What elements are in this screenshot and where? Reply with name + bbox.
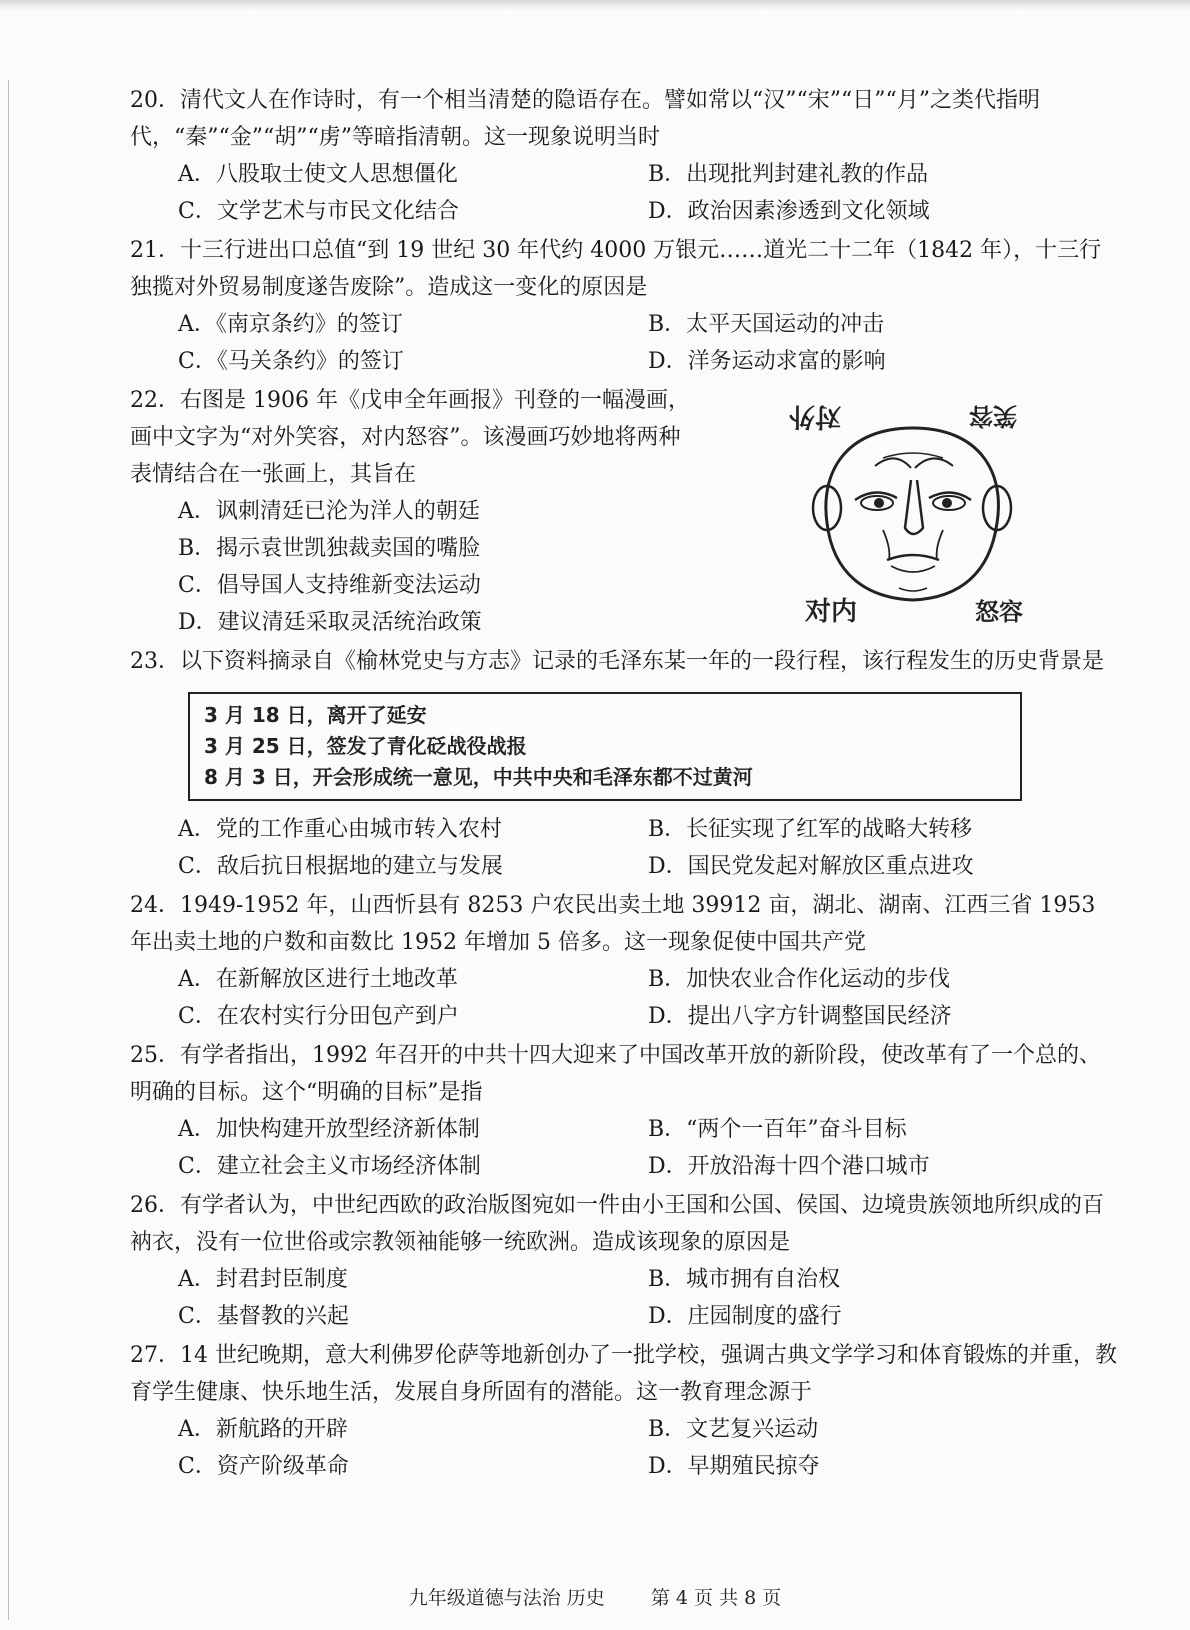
option-a: A．党的工作重心由城市转入农村 xyxy=(178,817,502,842)
option-b: B．文艺复兴运动 xyxy=(648,1417,819,1442)
question-stem: 23．以下资料摘录自《榆林党史与方志》记录的毛泽东某一年的一段行程，该行程发生的历史背景是 xyxy=(130,649,1104,674)
cartoon-face-illustration xyxy=(765,388,1055,628)
question-25 xyxy=(130,1037,1120,1185)
scan-margin-line xyxy=(8,80,9,1620)
option-a: A．在新解放区进行土地改革 xyxy=(178,967,458,992)
option-d: D．庄园制度的盛行 xyxy=(648,1304,842,1329)
option-c: C．资产阶级革命 xyxy=(178,1454,349,1479)
itinerary-line: 3 月 25 日，签发了青化砭战役战报 xyxy=(204,734,527,758)
question-24 xyxy=(130,887,1120,1035)
option-d: D．洋务运动求富的影响 xyxy=(648,349,886,374)
footer-page-number: 第 4 页 共 8 页 xyxy=(650,1587,782,1609)
options-grid xyxy=(130,811,1120,885)
question-stem: 20．清代文人在作诗时，有一个相当清楚的隐语存在。譬如常以“汉”“宋”“日”“月”之类代指明代，“秦”“金”“胡”“虏”等暗指清朝。这一现象说明当时 xyxy=(130,88,1040,150)
itinerary-line: 3 月 18 日，离开了延安 xyxy=(204,703,427,727)
option-d: D．政治因素渗透到文化领域 xyxy=(648,199,930,224)
option-d: D．开放沿海十四个港口城市 xyxy=(648,1154,930,1179)
footer-subject: 九年级道德与法治 历史 xyxy=(408,1587,605,1609)
question-stem: 25．有学者指出，1992 年召开的中共十四大迎来了中国改革开放的新阶段，使改革有了一个总的、明确的目标。这个“明确的目标”是指 xyxy=(130,1043,1101,1105)
options-grid xyxy=(130,306,1120,380)
option-d: D．国民党发起对解放区重点进攻 xyxy=(648,854,974,879)
question-stem: 21．十三行进出口总值“到 19 世纪 30 年代约 4000 万银元……道光二十二年（1842 年），十三行独揽对外贸易制度遂告废除”。造成这一变化的原因是 xyxy=(130,238,1102,300)
option-c: C．《马关条约》的签订 xyxy=(178,349,404,374)
itinerary-line: 8 月 3 日，开会形成统一意见，中共中央和毛泽东都不过黄河 xyxy=(204,765,753,789)
cartoon-text-top-left: 对外 xyxy=(788,401,841,431)
question-stem: 22．右图是 1906 年《戊申全年画报》刊登的一幅漫画，画中文字为“对外笑容，对内怒容”。该漫画巧妙地将两种表情结合在一张画上，其旨在 xyxy=(130,388,690,487)
option-c: C．建立社会主义市场经济体制 xyxy=(178,1154,481,1179)
option-b: B．加快农业合作化运动的步伐 xyxy=(648,967,951,992)
option-a: A．加快构建开放型经济新体制 xyxy=(178,1117,480,1142)
question-26 xyxy=(130,1187,1120,1335)
option-c: C．敌后抗日根据地的建立与发展 xyxy=(178,854,503,879)
question-20 xyxy=(130,82,1120,230)
cartoon-text-bottom-left: 对内 xyxy=(805,597,858,627)
option-b: B．揭示袁世凯独裁卖国的嘴脸 xyxy=(178,536,481,561)
cartoon-text-top-right: 笑容 xyxy=(969,402,1017,431)
option-b: B．城市拥有自治权 xyxy=(648,1267,841,1292)
question-stem: 24．1949-1952 年，山西忻县有 8253 户农民出卖土地 39912 亩，湖北、湖南、江西三省 1953 年出卖土地的户数和亩数比 1952 年增加 5 倍多。这一现象促使中国共产党 xyxy=(130,893,1096,955)
option-d: D．提出八字方针调整国民经济 xyxy=(648,1004,952,1029)
option-b: B．长征实现了红军的战略大转移 xyxy=(648,817,973,842)
page-footer xyxy=(0,1583,1190,1610)
question-21 xyxy=(130,232,1120,380)
face-cartoon-drawing xyxy=(765,388,1055,628)
option-b: B．太平天国运动的冲击 xyxy=(648,312,885,337)
question-stem: 27．14 世纪晚期，意大利佛罗伦萨等地新创办了一批学校，强调古典文学学习和体育锻炼的并重，教育学生健康、快乐地生活，发展自身所固有的潜能。这一教育理念源于 xyxy=(130,1343,1117,1405)
option-d: D．早期殖民掠夺 xyxy=(648,1454,820,1479)
options-grid xyxy=(130,961,1120,1035)
option-c: C．基督教的兴起 xyxy=(178,1304,349,1329)
exam-page xyxy=(130,82,1120,1487)
cartoon-text-bottom-right: 怒容 xyxy=(975,597,1023,626)
option-c: C．倡导国人支持维新变法运动 xyxy=(178,573,481,598)
options-grid xyxy=(130,156,1120,230)
options-grid xyxy=(130,1411,1120,1485)
option-d: D．建议清廷采取灵活统治政策 xyxy=(178,610,482,635)
option-b: B．“两个一百年”奋斗目标 xyxy=(648,1117,907,1142)
option-a: A．讽刺清廷已沦为洋人的朝廷 xyxy=(178,499,480,524)
option-c: C．文学艺术与市民文化结合 xyxy=(178,199,459,224)
question-stem: 26．有学者认为，中世纪西欧的政治版图宛如一件由小王国和公国、侯国、边境贵族领地所织成的百衲衣，没有一位世俗或宗教领袖能够一统欧洲。造成该现象的原因是 xyxy=(130,1193,1104,1255)
option-a: A．封君封臣制度 xyxy=(178,1267,348,1292)
question-27 xyxy=(130,1337,1120,1485)
options-grid xyxy=(130,1261,1120,1335)
question-23 xyxy=(130,643,1120,885)
option-b: B．出现批判封建礼教的作品 xyxy=(648,162,929,187)
option-a: A．八股取士使文人思想僵化 xyxy=(178,162,458,187)
option-a: A．《南京条约》的签订 xyxy=(178,312,403,337)
option-c: C．在农村实行分田包产到户 xyxy=(178,1004,459,1029)
option-a: A．新航路的开辟 xyxy=(178,1417,348,1442)
options-grid xyxy=(130,1111,1120,1185)
scan-top-edge xyxy=(0,0,1190,10)
itinerary-box xyxy=(188,692,1022,801)
